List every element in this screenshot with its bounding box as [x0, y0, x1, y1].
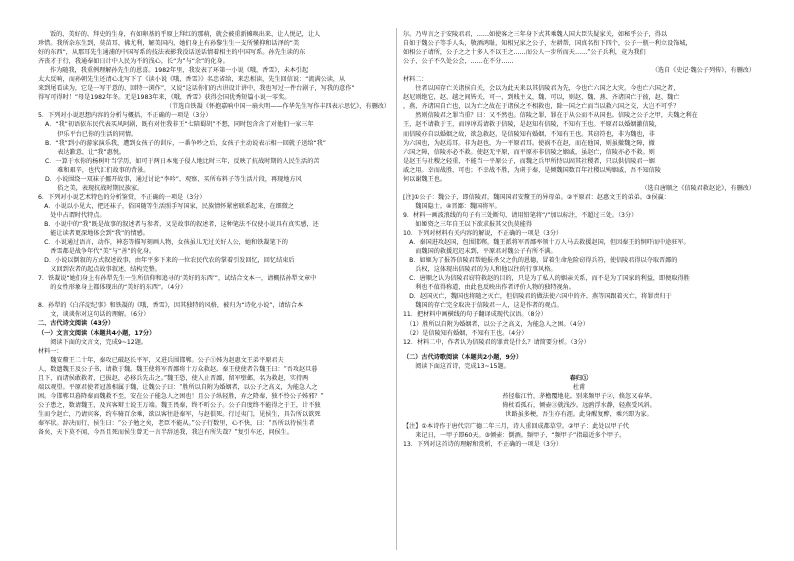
- question-8: 8．孙犁的《白洋淀纪事》和铁凝的《哦，香雪》，因其独特的风格，被归为“诗化小说”，请结合本: [38, 302, 304, 310]
- question-11-part1: （1）胜所以自附为婚姻者，以公子之高义，为能急人之困。（4分）: [403, 320, 589, 328]
- classical-text-line: 自如于魏公子等手人头，敬酒鸿耻，知相兄家之公子，左耕帮，国真名衔下四个，公子一瓶一利立设饰城，: [403, 40, 692, 48]
- question-8-cont: 文，谈谈你对这句话的理解。（6分）: [38, 311, 150, 319]
- text-line: 饭的、美好的、拜史的生身，有如卵基的乎原上拜红的那萌，就会被重新摊唤出来，让人悦记，让人: [50, 31, 321, 38]
- question-11: 11．把材料中画横线的句子翻译成现代汉语。（8分）: [403, 311, 547, 319]
- subsection-heading: （一）文言文阅读（本题共4小题，17分）: [38, 329, 156, 337]
- text-line: 来到尾看读为，它是一写干意的、回特一浏作”，又说“这话你们的古讲设计讲中，我也写过一件台剧子，写我的意作”: [38, 85, 355, 93]
- option-6b: B．小说中的“我”既是故事的叙述者与参者，又是故事的叙述者，这种笔法不仅使小说具有真实感，还: [38, 220, 319, 228]
- option-10c: C．唐顺之认为信陵君窃符救赵的目的，只是为了私人的姻亲关系，而不是为了国家的利益，即便取得胜: [403, 275, 690, 283]
- right-column: [403, 30, 755, 550]
- option-6a-cont: 处中占谓时代特点。: [38, 211, 106, 219]
- option-5c-cont: 难和艰辛，也代汇们故事的背景。: [45, 166, 150, 174]
- option-10a: A．秦国进攻赵国，包围邯郸，魏王派将军晋鄙率领十万人马去救援赵国，但因秦王的恫吓而中途驻军。: [403, 239, 690, 247]
- instruction-text: 阅读下面的文言文，完成9~12题。: [38, 338, 147, 346]
- footnote: [注]①公子：魏公子，即信陵君，魏国国君安釐王的异母弟。②平原君：赵惠文王的弟弟。③侯赢：: [403, 193, 670, 201]
- classical-text-line: 为六国也，为赵焉耳。非为赵也，为一平原君耳。使祸不在赵，而在他国，则虽撤魏之障，撤: [403, 139, 655, 147]
- option-5b-cont: 表达歉意，让“我”惠悦。: [45, 148, 126, 156]
- question-11-part2: （2）是信陵知有婚姻，不知有王也。（4分）: [403, 329, 528, 337]
- classical-text-line: 戚之用。幸而战胜，可也；不幸战不胜，为虏于秦，是倾魏国数百年社稷以殉姻戚，吾不知信陵: [403, 166, 661, 174]
- classical-text-line: 六国之障，信陵亦必不救。使赵无平原，而平原亦非信陵之姻戚，虽赵亡，信陵亦必不救。则: [403, 148, 655, 156]
- classical-text-line: 端以观望。平原君使者冠盖相属于魏，让魏公子曰：“胜所以自附为婚姻者，以公子之高义，为能急人之: [38, 383, 318, 391]
- question-9-sentence: 如姬资之三年自王以下欲求报其父仇莫能得: [403, 220, 532, 228]
- option-10b-cont: 兵权，这体现出信陵君的为人和他以往的行事风格。: [403, 266, 557, 274]
- question-6: 6．下列对小说艺术特色的分析鉴赏，不正确的一项是（3分）: [38, 193, 206, 201]
- material-label: 材料一：: [38, 347, 63, 355]
- instruction-text: 阅读下面这首诗，完成13~15题。: [403, 362, 510, 370]
- option-10b: B．如姬为了报答信陵君帮她报杀父之仇的恩德，冒着生命危险窃得兵符，使信陵君得以夺取晋鄙的: [403, 257, 678, 265]
- classical-text-line: 公子，公子不久处公会，……在不分……: [403, 58, 514, 66]
- classical-text-line: 秦军状。辞决而行，侯生曰：“公子勉之矣，老臣不能从。”公子行数里，心不快，曰：“吾所以待侯生者: [38, 419, 315, 427]
- option-5d-cont: 俗之美，表现抗战时期民族家。: [45, 184, 144, 192]
- subsection-heading: （二）古代诗歌阅读（本题共2小题，9分）: [403, 353, 523, 361]
- option-5d: D．小说围绕一双袜子挪开故事，通过讨论“李吟”、观察、买所布料子等生活片段，再现地方风: [45, 175, 302, 183]
- text-line: 好的东西”，从那耳先生通浦的中国写系的技法表影我没话送话情着相主的中国写系。孙先生读的东: [38, 49, 306, 57]
- source-note: （节选自铁凝《怀抱嘉响中国一扇火明——作华先生写作丰四表示思忆》，有删改）: [144, 103, 390, 111]
- option-5a: A．“我”初语依东民代表买风阿剧，既有对住我非王“七陪蜀胡”不想，同时包含含了对他们一家三年: [45, 121, 314, 129]
- option-5a-cont: 伊乐平台已你的生活的同情。: [45, 130, 138, 138]
- classical-text-line: 王，赵不请救于王，而谆谆焉请救于信陵，是赵知有信陵，不知有王也。平原君以婚姻激信陵，: [403, 121, 661, 129]
- section-heading: 二、古代诗文阅读（43分）: [38, 320, 115, 328]
- option-10d-cont: 魏国的存亡完全取决于信陵君一人，这是作者的观点。: [403, 302, 563, 310]
- text-line: 珍惜。我所杂东生到，莫苗耳、佛尤利，解美国内，她们身上有孙黎生生一支所懂抑和话泽的“美: [38, 40, 300, 48]
- classical-text-line: 如相公子请所，公子之之十多人不以王之……而公人一步所而天……”公子兵利，竟为我们: [403, 49, 646, 57]
- answer-space: [38, 292, 390, 301]
- text-line: 得写可得时！”母是1982年冬。无是1983年来，《哦，香雪》获得会国优秀短篇小说一零奖。: [38, 94, 291, 102]
- classical-text-line: 公子患之，数请魏王，及宾客辩士说王万端。魏王畏秦，终不听公子。公子自度终不能得之于王，计不独: [38, 401, 321, 409]
- classical-text-line: 生而令赵亡，乃请宾客，约车骑百余乘，欲以客往赴秦军，与赵俱死。行过夷门，见侯生，具告所以欲死: [38, 410, 321, 418]
- classical-text-line: 困。今邯郸旦暮降秦而魏救不至，安在公子能急人之困也！且公子纵轻胜，弃之降秦，独不怜公子姊邪？”: [38, 392, 324, 400]
- question-13: 13．下列对这首诗的理解和赏析，不正确的一项是（3分）: [403, 441, 563, 449]
- option-6a: A．小说以小见大，把还袜子，俗国随等生活照手写国家，民族情怀紧密联系起来，在细微之: [38, 202, 294, 210]
- option-10a-cont: 而魏国的救援迟迟未到，平原君对魏公子有所不满。: [403, 248, 557, 256]
- footnote-cont: 魏国隐士。④晋鄙：魏国将军。: [403, 202, 501, 210]
- option-10c-cont: 利也不值得称道，由此也反映出作者评价人物的独特视角。: [403, 284, 575, 292]
- option-10d: D．赵国灭亡，魏国也将随之灭亡，但信陵君的做法使六国中的齐、燕等国跟着灭亡，将罪责归于: [403, 293, 672, 301]
- material-label: 材料二：: [403, 76, 428, 84]
- classical-text-line: 赵尼则绝它，赵、越之间皆关，可一，到贱主义，魏、可以，则赵、魏、燕、齐诸国亡于彼，赵、魏亡: [403, 94, 680, 102]
- text-line: 齐丧才于行，我通奉如日计中人民为不的浅心，长“为”与“余”的化身。: [38, 58, 229, 66]
- option-6d-cont: 又回到农者的起点故事叙述，结构完整。: [38, 266, 161, 274]
- text-line: 作为随我，我重例理解孙先生的恩喜。1982年里，我发表了环第一小说《哦，香雪》，未本引起: [50, 67, 309, 75]
- classical-text-line: ，燕、齐诸国自亡也，以为亡之故在于诸侯之不相救也，除一国之亡而当以救六国之交，大岂不可乎？: [403, 103, 680, 111]
- question-7-cont: 的女性形象身上都体现出的“美好的东西”。（4分）: [38, 284, 187, 292]
- poem-note-cont: 来记日，一甲子即60天。③倾壶：倒酒。频甲子，“频甲子”指最近多个甲子。: [403, 432, 626, 440]
- classical-text-line: 且下，而诸侯敢救者，已拔赵，必移兵先击之。”魏王恐，使人止晋鄙，留军壁邺，名为救赵，实持两: [38, 374, 309, 382]
- classical-text-line: 备矣，天下莫不闻，今吾且死而侯生曾无一言半辞送我，我岂有所失哉？”复引车还，问侯生。: [38, 429, 293, 437]
- poem-title: 春归①: [569, 374, 589, 382]
- poem-note: 【注】①本诗作于唐代宗广德二年三月，诗人重回成都草堂。②甲子：此处以甲子代: [403, 422, 629, 430]
- source-note: （选自唐顺之《信陵君救赵论》，有删改）: [533, 184, 755, 192]
- option-6c: C．小说通过语言，动作，神态等描写刻画人物，女孩虽儿无过关好人公，她和铁凝笔下的: [38, 239, 288, 247]
- option-6d: D．小说以倒叙的方式叙述故事，由年平多下来的一位农民代农的掌着引发回忆，回忆结束后: [38, 257, 295, 265]
- option-5c: C．一算于水你的杨树叶当学历，如可于两日本鬼子侵人地比时三年，反映了抗战时期的人民生活的苦: [45, 157, 320, 165]
- poem-line: 世路虽多梗，吾生亦有涯。此身醒复醉，乘兴即为家。: [505, 410, 653, 418]
- classical-text-line: 然则信陵君之罪当重？曰：又不然也。信陵之罪，罪在于从公而不从国也。信陵之公子之甲，夫魏之利在: [403, 112, 698, 120]
- classical-text-line: 人，数遗魏王及公子书，请救于魏。魏王使将军晋鄙将十万众救赵。秦王使使者告魏王曰：“吾攻赵旦暮: [38, 365, 318, 373]
- left-column: [38, 30, 390, 550]
- classical-text-line: 是赵王与社稷之轻重，不能当一平原公子，而魏之兵甲所恃以固其社稷者，只以供信陵君一姻: [403, 157, 655, 165]
- classical-text-line: 何以谢魏王也。: [403, 175, 446, 183]
- classical-text-line: 往者以国存亡关诸侯自关，会以为此天来以其信陵君为先，今也亡六国之大灾。今也亡六国之者，: [403, 85, 680, 93]
- question-9: 9．材料一画波浪线的句子有三处断句，请用铅笔将“/”加以标注，不超过三处。（3分）: [403, 211, 638, 219]
- classical-text-line: 魏安釐王二十年，秦攻已破赵长平军，又进兵围邯郸。公子①姊为赵惠文王弟平原君夫: [38, 356, 284, 364]
- question-5: 5．下列对小说思想内容的分析与概括，不正确的一项是（3分）: [38, 112, 212, 120]
- text-line: 太大反响，而孙朝先生还清心北写下了《读小说《哦，香雪》》名忠省给，来忠相读，先生回信说：“流满公读，从: [38, 76, 346, 84]
- poem-line: 苔径临江竹，茅檐覆地花。别来频甲子②，倏忽又春华。: [502, 392, 656, 400]
- classical-text-line: 而信陵亦自以婚姻之故，欲急救赵，是信陵知有婚姻，不知有王也。其窃符也，非为魏也，非: [403, 130, 655, 138]
- option-5b: B．“我”到小的游家演乐我，遭到女孩子的训斥，一番争吵之后，女孩子主动说表示相一回就子送给“我”: [45, 139, 326, 147]
- question-12: 12．材料二中，作者认为信陵君的罪责是什么？请简要分析。（3分）: [403, 338, 590, 346]
- option-6b-cont: 能让读者更深地体会到“我”的情感。: [38, 230, 149, 238]
- source-note: （选自《史记·魏公子列传》，有删改）: [544, 67, 755, 75]
- classical-text-line: 尔。乃卑言之于安陵君君，……如使客之三年身下式其乘魏人国大臣失疑家关，如秘乎公子，得以: [403, 31, 668, 38]
- poem-line: 倚杖看孤石，倾壶③就浅沙。远鸥浮水静，轻燕受风斜。: [502, 401, 656, 409]
- option-6c-cont: 香雪都是战争年代“美”与“善”的化身。: [38, 248, 156, 256]
- question-10: 10．下列对材料有关内容的解说，不正确的一项是（3分）: [403, 230, 563, 238]
- column-divider: [396, 28, 397, 550]
- poem-author: 杜甫: [572, 383, 586, 391]
- question-7: 7．铁凝说“她们身上有孙犁先生一生所信仰和追寻的‘美好的东西’”，试结合文本一，请概括孙犁文章中: [38, 275, 317, 283]
